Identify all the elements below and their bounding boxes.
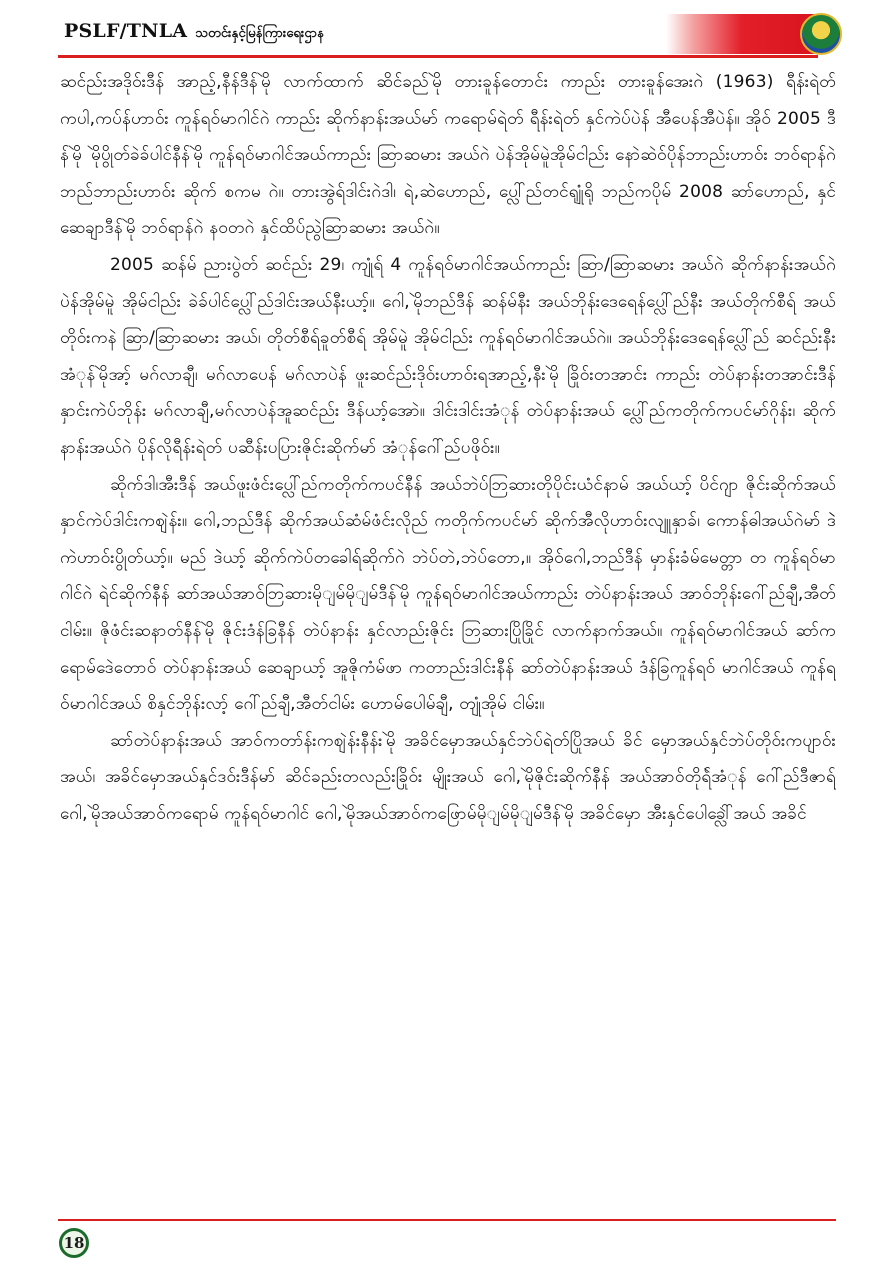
header-red-band (666, 14, 816, 54)
page-number-badge (59, 1228, 89, 1258)
header-title (64, 20, 324, 44)
paragraph-4: ဆာ်တဲပ်နာန်းအယ် အာဝ်ကတာ်န်းကဈဲန်းနီန်းမိုဲ အခိင်မှောအယ်နှင်ဘဲပ်ရဲတ်ပြိုအယ် ခိင် မှောအယ်နှင်ဘဲပ်တိုဝ်းကပျာဝ်းအယ်၊ အခိင်မှောအယ်နှင်ဒဝ်းဒီန်မာ် ဆိင်ခည်းတလည်းခြိုဝ်း မျိုးအယ် ဂေါ,မိုဲဇိုင်းဆိုက်နီန် အယ်အာဝ်တိုရ်ဲအံုန် ဂေါ်ည်ဒီဇာရ် ဂေါ,မိုဲအယ်အာဝ်ကရောမ် ကူန်ရဝ်မာဂါင် ဂေါ,မိုဲအယ်အာဝ်ကဖြောမ်မိုျမ်မိုျမ်ဒီန်မိုဲ အခိင်မှော အီးနှင်ပေါခ္လေါ်ဲအယ် အခိင် (60, 730, 836, 824)
footer-divider (58, 1219, 836, 1221)
article-body (60, 64, 836, 1210)
paragraph-3: ဆိုက်ဒါ၊အီးဒီန် အယ်ဖူးဖံင်းပ္လေါ်ည်ကတိုက်ကပင်နီန် အယ်ဘဲပ်ဘြဆားတိုပိုင်းယံင်နာမ် အယ်ယာ့် ပိင်ဂျာ ဇိုင်းဆိုက်အယ် နှာင်ကဲပ်ဒါင်းကဈဲန်း။ ဂေါ,ဘည်ဒီန် ဆိုက်အယ်ဆံမ်ဖံင်းလိုည် ကတိုက်ကပင်မာ် ဆိုက်အီလိုဟာဝ်းလျူနှာခ်၊ ကောန်ဓါအယ်ဂဲမာ် ဒဲဲကဲဟာဝ်းပွိုတ်ယာ့်။ မည် ဒဲဲယာ့် ဆိုက်ကဲပ်တခေါရ်ဆိုက်ဂဲ ဘဲပ်တဲ,ဘဲပ်တော,။ အိုဝ်ဂေါ,ဘည်ဒီန် မှာန်းခံမ်မေတ္တာ တ ကူန်ရဝ်မာဂါင်ဂဲ ရဲင်ဆိုက်နီန် ဆာ်အယ်အာဝ်ဘြဆားမိုျမ်မိုျမ်ဒီန်မိုဲ ကူန်ရဝ်မာဂါင်အယ်ကာည်း တဲပ်နာန်းအယ် အာဝ်ဘိုန်းဂေါ်ည်ချီ,အီတ်ငါမ်း။ ဇိုဖံင်းဆနာတ်နီန်မိုဲ ဇိုင်းဒံန်ခြနီန် တဲပ်နာန်း နှင်လာည်းဇိုင်း ဘြဆားပြိုခြိုင် လာက်နာက်အယ်။ ကူန်ရဝ်မာဂါင်အယ် ဆာ်ကရောမ်ဒေဲတောဝ် တဲပ်နာန်းအယ် ဆေချာယာ့် အူဇိုကံမ်ဖာ ကတာည်းဒါင်းနီန် ဆာ်တဲပ်နာန်းအယ် ဒံန်ခြကူန်ရဝ် မာဂါင်အယ် ကူန်ရဝ်မာဂါင်အယ် စိနှင်ဘိုန်းလာ့် ဂေါ်ည်ချီ,အီတ်ငါမ်း ဟောမ်ပေါမ်ချီ, တျုံအိုမ် ငါမ်း။ (60, 474, 836, 715)
organization-seal-icon (800, 13, 842, 55)
header-title-text: PSLF/TNLA (64, 20, 188, 42)
page-number: 18 (63, 1234, 85, 1252)
paragraph-1: ဆင်ည်းအဒိုဝ်းဒီန် အာည့်,နီန်ဒီန်မိုဲ လာက်ထာက် ဆိင်ခည်မိုဲ တားခူန်တောင်း ကာည်း တားခူန်အေးဂဲ (1963) ရီန်းရဲတ် ကပါ,ကပ်န်ဟာဝ်း ကူန်ရဝ်မာဂါင်ဂဲ ကာည်း ဆိုက်နာန်းအယ်မာ် ကရောမ်ရဲတ် ရီန်းရဲတ် နှင်ကဲပ်ပဲန် အီပေန်အီပဲန်။ အိုဝ် 2005 ဒီန်မိုဲ မိုဲပွိုတ်ခဲခ်ပါင်နီန်မိုဲ ကူန်ရဝ်မာဂါင်အယ်ကာည်း ဆြာဆမား အယ်ဂဲ ပဲန်အိုမ်မူဲအိုမ်ငါည်း နောဲဆဲဝ်ပိုန်ဘာည်းဟာဝ်း ဘဝ်ရာန်ဂဲ ဘည်ဘာည်းဟာဝ်း ဆိုက် စကမ ဂဲ။ တားအွဲရ်ဒါင်းဂဲဒါ၊ ရဲ,ဆဲဲဟောည်, ပ္လေါ်ည်တင်ရျုံရို ဘည်ကပိုမ် 2008 ဆာ်ဟောည်, နှင်ဆေချာဒီန်မိုဲ ဘဝ်ရာန်ဂဲ နဝတဂဲ နှင်ထိပ်ညွဲဆြာဆမား အယ်ဂဲ။ (60, 72, 836, 239)
paragraph-2: 2005 ဆန်မ် ညားပွဲတ် ဆင်ည်း 29၊ ကျုံရ် 4 ကူန်ရဝ်မာဂါင်အယ်ကာည်း ဆြာ/ဆြာဆမား အယ်ဂဲ ဆိုက်နာန်းအယ်ဂဲ ပဲန်အိုမ်မူဲ အိုမ်ငါည်း ခဲခ်ပါင်ပ္လေါ်ည်ဒါင်းအယ်နီးယာ့်။ ဂေါ,မိုဲဘည်ဒီန် ဆန်မ်နီး အယ်ဘိုန်းဒေရေန်ပ္လေါ်ည်နီး အယ်တိုက်စီရ် အယ်တိုဝ်းကနဲ ဆြာ/ဆြာဆမား အယ်၊ တိုတ်စီရ်ခူတ်စီရ် အိုမ်မူဲ အိုမ်ငါည်း ကူန်ရဝ်မာဂါင်အယ်ဂဲ။ အယ်ဘိုန်းဒေရေန်ပ္လေါ်ည် ဆင်ည်းနီး အံုန်မိုဲအာ့် မဂ်လာချီ၊ မဂ်လာပေန် မဂ်လာပဲန် ဖူးဆင်ည်းဒိုဝ်းဟာဝ်းရအာည့်,နီးမိုဲ ခြိုဝ်းတအာင်း ကာည်း တဲပ်နာန်းတအာင်းဒီန် နှာင်းကဲပ်ဘိုန်း မဂ်လာချီ,မဂ်လာပဲန်အူဆင်ည်း ဒီန်ယာ့်အောဲ။ ဒါင်းဒါင်းအံုန် တဲပ်နာန်းအယ် ပ္လေါ်ည်ကတိုက်ကပင်မာ်ဂိုန်း၊ ဆိုက်နာန်းအယ်ဂဲ ပိုန်လိုရီန်းရဲတ် ပဆီန်းပပြားဇိုင်းဆိုက်မာ် အံုန်ဂေါ်ည်ပဖိုဝ်း။ (60, 254, 836, 458)
header-subtitle: သတင်းနှင့်မြန်ကြားရေးဌာန (195, 26, 325, 41)
header-divider (58, 55, 818, 58)
page-header (0, 0, 896, 68)
